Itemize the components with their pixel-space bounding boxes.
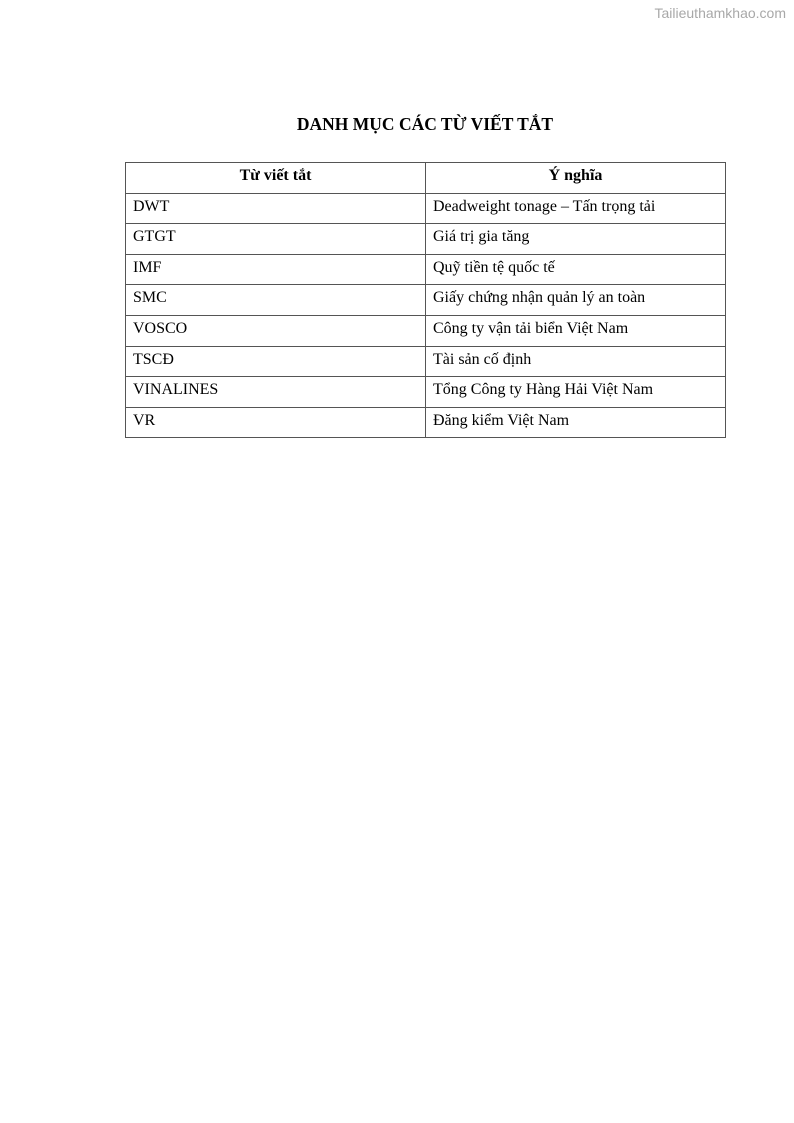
abbreviation-cell: DWT [126, 193, 426, 224]
table-header-row [126, 163, 726, 194]
table-row [126, 193, 726, 224]
watermark: Tailieuthamkhao.com [654, 5, 786, 21]
table-row [126, 407, 726, 438]
meaning-cell: Công ty vận tải biển Việt Nam [426, 315, 726, 346]
page-title: DANH MỤC CÁC TỪ VIẾT TẮT [296, 114, 554, 134]
table-row [126, 377, 726, 408]
meaning-cell: Giấy chứng nhận quản lý an toàn [426, 285, 726, 316]
table-row [126, 285, 726, 316]
abbreviation-cell: TSCĐ [126, 346, 426, 377]
table-row [126, 254, 726, 285]
table-row [126, 224, 726, 255]
abbreviation-cell: SMC [126, 285, 426, 316]
abbreviation-cell: IMF [126, 254, 426, 285]
header-meaning: Ý nghĩa [426, 163, 726, 194]
abbreviation-cell: GTGT [126, 224, 426, 255]
abbreviation-cell: VR [126, 407, 426, 438]
table-row [126, 315, 726, 346]
meaning-cell: Tài sản cố định [426, 346, 726, 377]
abbreviation-cell: VOSCO [126, 315, 426, 346]
abbreviation-table [125, 162, 726, 438]
abbreviation-cell: VINALINES [126, 377, 426, 408]
meaning-cell: Tổng Công ty Hàng Hải Việt Nam [426, 377, 726, 408]
header-abbreviation: Từ viết tắt [126, 163, 426, 194]
meaning-cell: Quỹ tiền tệ quốc tế [426, 254, 726, 285]
meaning-cell: Deadweight tonage – Tấn trọng tải [426, 193, 726, 224]
meaning-cell: Giá trị gia tăng [426, 224, 726, 255]
meaning-cell: Đăng kiểm Việt Nam [426, 407, 726, 438]
table-row [126, 346, 726, 377]
